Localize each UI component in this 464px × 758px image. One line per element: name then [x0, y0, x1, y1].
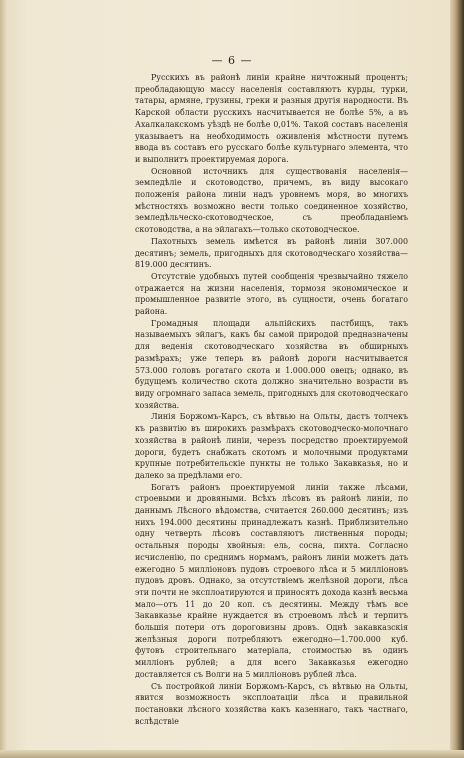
paragraph: Съ постройкой линіи Боржомъ-Карсъ, съ вѣтвью на Ольты, явится возможность эксплоатаціи лѣса и правильной постановки лѣсного хозяйства какъ казеннаго, такъ частнаго, вслѣдствіе: [135, 681, 408, 726]
body-text: [135, 72, 408, 727]
paragraph: Богатъ районъ проектируемой линіи также лѣсами, строевыми и дровяными. Всѣхъ лѣсовъ въ районѣ линіи, по даннымъ Лѣсного вѣдомства, считается 260.000 десятинъ; изъ нихъ 194.000 десятины принадлежатъ казнѣ. Приблизительно одну четверть лѣсовъ составляютъ лиственныя породы; остальныя породы хвойныя: ель, сосна, пихта. Согласно исчисленію, по среднимъ нормамъ, районъ линіи можетъ дать ежегодно 5 милліоновъ пудовъ строевого лѣса и 5 милліоновъ пудовъ дровъ. Однако, за отсутствіемъ желѣзной дороги, лѣса эти почти не эксплоатируются и приносятъ дохода казнѣ весьма мало—отъ 11 до 20 коп. съ десятины. Между тѣмъ все Закавказье крайне нуждается въ строевомъ лѣсѣ и терпитъ большія потери отъ дороговизны дровъ. Однѣ закавказскія желѣзныя дороги потребляютъ ежегодно—1.700.000 куб. футовъ строительнаго матеріала, стоимостью въ одинъ милліонъ рублей; а для всего Закавказья ежегодно доставляется съ Волги на 5 милліоновъ рублей лѣса.: [135, 482, 408, 679]
paragraph: Русскихъ въ районѣ линіи крайне ничтожный процентъ; преобладающую массу населенія составляютъ курды, турки, татары, армяне, грузины, греки и разныя другія народности. Въ Карской области русскихъ насчитывается не болѣе 5%, а въ Ахалкалакскомъ уѣздѣ не болѣе 0,01%. Такой составъ населенія указываетъ на необходимость оживленія мѣстности путемъ ввода въ составъ его русскаго болѣе культурнаго элемента, что и выполнитъ проектируемая дорога.: [135, 73, 408, 164]
paragraph: Линія Боржомъ-Карсъ, съ вѣтвью на Ольты, дастъ толчекъ къ развитію въ широкихъ размѣрахъ скотоводческо-молочнаго хозяйства в районѣ линіи, черезъ посредство проектируемой дороги, будетъ снабжать скотомъ и молочными продуктами крупные потребительскіе пункты не только Закавказья, но и далеко за предѣлами его.: [135, 412, 408, 480]
paragraph: Громадныя площади альпійскихъ пастбищъ, такъ называемыхъ эйлагъ, какъ бы самой природой предназначены для веденія скотоводческаго хозяйства въ обширныхъ размѣрахъ; уже теперь въ районѣ дороги насчитывается 573.000 головъ рогатаго скота и 1.000.000 овецъ; однако, въ будущемъ количество скота должно значительно возрасти въ виду огромнаго запаса земель, пригодныхъ для скотоводческаго хозяйства.: [135, 318, 408, 410]
paragraph: Отсутствіе удобныхъ путей сообщенія чрезвычайно тяжело отражается на жизни населенія, тормозя экономическое и промышленное развитіе этого, въ сущности, очень богатаго района.: [135, 271, 408, 317]
page-gutter: [0, 0, 6, 758]
page-number: — 6 —: [211, 54, 253, 67]
page-edge-bottom: [0, 750, 464, 758]
paragraph: Основной источникъ для существованія населенія—земледѣліе и скотоводство, причемъ, въ виду высокаго положенія района линіи надъ уровнемъ моря, во многихъ мѣстностяхъ возможно вести только соединенное хозяйство, земледѣльческо-скотоводческое, съ преобладаніемъ скотоводства, а на эйлагахъ—только скотоводческое.: [135, 166, 408, 235]
page-edge-right: [450, 0, 464, 758]
paragraph: Пахотныхъ земель имѣется въ районѣ линіи 307.000 десятинъ; земель, пригодныхъ для скотоводческаго хозяйства—819.000 десятинъ.: [135, 236, 408, 270]
